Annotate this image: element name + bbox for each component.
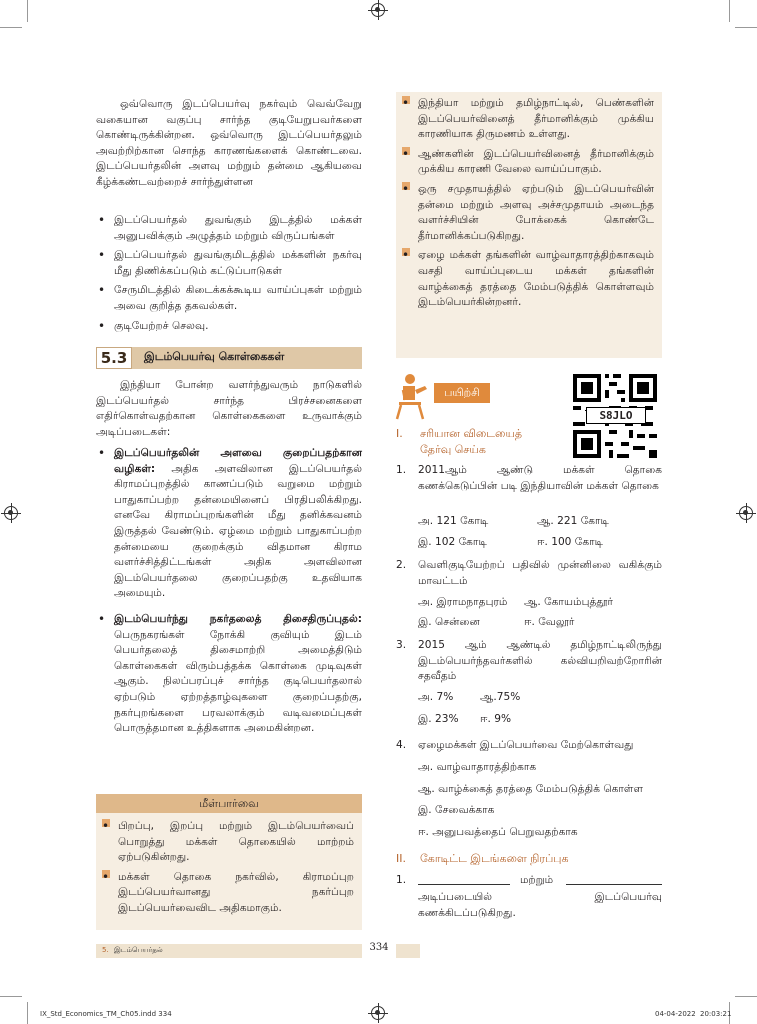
review-box-left <box>96 794 362 930</box>
review-list <box>396 92 662 311</box>
policy-list <box>96 446 362 741</box>
exercise-label: பயிற்சி <box>434 383 490 403</box>
option[interactable]: ஆ. கோயம்புத்தூர் <box>524 596 614 608</box>
option[interactable]: இ. சென்னை <box>418 616 480 628</box>
question-number: 3. <box>396 639 407 651</box>
crop-mark <box>729 0 730 22</box>
policy-intro: இந்தியா போன்ற வளர்ந்துவரும் நாடுகளில் இடப்பெயர்தல் சார்ந்த பிரச்சனைகளை எதிர்கொள்வதற்கான கொள்கைகளை உருவாக்கும் அடிப்படைகள்: <box>96 379 362 438</box>
list-item: • இந்தியா மற்றும் தமிழ்நாட்டில், பெண்களின் இடப்பெயர்வினைத் தீர்மானிக்கும் முக்கிய காரணியாக திருமணம் உள்ளது. <box>400 96 654 143</box>
part2-number: II. <box>396 852 406 865</box>
list-item: • இடப்பெயர்தல் துவங்குமிடத்தில் மக்களின் நகர்வு மீது திணிக்கப்படும் கட்டுப்பாடுகள் <box>96 248 362 279</box>
crop-mark <box>735 27 757 28</box>
option[interactable]: அ. வாழ்வாதாரத்திற்காக <box>418 761 537 773</box>
crop-mark <box>735 996 757 997</box>
part1-title-line1: சரியான விடையைத் <box>420 427 523 440</box>
file-name: IX_Std_Economics_TM_Ch05.indd 334 <box>40 1010 172 1018</box>
option[interactable]: ஈ. அனுபவத்தைப் பெறுவதற்காக <box>418 826 578 838</box>
part2-title: கோடிட்ட இடங்களை நிரப்புக <box>420 852 569 865</box>
list-item: • பிறப்பு, இறப்பு மற்றும் இடம்பெயர்வைப் பொறுத்து மக்கள் தொகையில் மாற்றம் ஏற்படுகின்றது. <box>100 819 354 866</box>
question-text: ஏழைமக்கள் இடப்பெயர்வை மேற்கொள்வது <box>418 739 634 751</box>
policy-heading: இடப்பெயர்தலின் அளவை குறைப்பதற்கான வழிகள்: <box>114 447 362 475</box>
list-item: • ஒரு சமுதாயத்தில் ஏற்படும் இடப்பெயர்வின் தன்மை மற்றும் அளவு அச்சமுதாயம் அடைந்த வளர்ச்சியின் போக்கைக் கொண்டே தீர்மானிக்கப்படுகிறது. <box>400 182 654 244</box>
list-item <box>96 446 362 602</box>
print-date: 04-04-2022 <box>655 1010 696 1018</box>
question-number: 1. <box>396 464 407 476</box>
option[interactable]: ஆ.75% <box>480 691 521 703</box>
crop-mark <box>0 996 22 997</box>
fill-number: 1. <box>396 874 407 886</box>
question-text: வெளிகுடியேற்றப் பதிவில் முன்னிலை வகிக்கும் மாவட்டம் <box>418 559 662 587</box>
blank-line[interactable] <box>418 884 510 885</box>
registration-mark-icon <box>4 506 18 520</box>
crop-mark <box>27 1002 28 1024</box>
crop-mark <box>27 0 28 22</box>
section-heading <box>96 347 362 369</box>
policy-text: அதிக அளவிலான இடப்பெயர்தல் கிராமப்புறத்தில் காணப்படும் வறுமை மற்றும் பாதுகாப்பற்ற தன்மையினைப் பிரதிபலிக்கிறது. எனவே கிராமப்புறங்களின் மீது தனிக்கவனம் இருத்தல் வேண்டும். ஏழ்மை மற்றும் பாதுகாப்பற்ற தன்மையை குறைக்கும் விதமான கிராம வளர்ச்சித்திட்டங்கள் அதிக அளவிலான இடம்பெயர்தலை குறைப்பதற்கு உதவியாக அமையும். <box>114 462 362 600</box>
list-item: • மக்கள் தொகை நகர்வில், கிராமப்புற இடப்பெயர்வானது நகர்ப்புற இடப்பெயர்வைவிட அதிகமாகும். <box>100 870 354 917</box>
list-item: • இடப்பெயர்தல் துவங்கும் இடத்தில் மக்கள் அனுபவிக்கும் அழுத்தம் மற்றும் விருப்பங்கள் <box>96 213 362 244</box>
option[interactable]: அ. 121 கோடி <box>418 515 489 527</box>
student-reading-icon <box>393 372 433 420</box>
policy-heading: இடம்பெயர்ந்து நகர்தலைத் திசைதிருப்புதல்: <box>114 612 362 625</box>
option[interactable]: இ. சேவைக்காக <box>418 804 495 816</box>
option[interactable]: இ. 23% <box>418 713 459 725</box>
review-title: மீள்பார்வை <box>96 794 362 813</box>
question-number: 2. <box>396 559 407 571</box>
review-list <box>96 813 362 917</box>
list-item: • குடியேற்றச் செலவு. <box>96 319 362 335</box>
part1-title-line2: தேர்வு செய்க <box>420 443 486 456</box>
factor-list <box>96 213 362 338</box>
option[interactable]: ஈ. 100 கோடி <box>537 536 604 548</box>
part1-number: I. <box>396 427 403 440</box>
qr-code[interactable] <box>573 374 657 458</box>
footer-chapter-name: இடம்பெயர்தல் <box>114 946 163 954</box>
option[interactable]: ஈ. வேலூர் <box>524 616 575 628</box>
intro-paragraph: ஒவ்வொரு இடப்பெயர்வு நகர்வும் வெவ்வேறு வகையான வகுப்பு சார்ந்த குடியேறுபவர்களை கொண்டிருக்கின்றன. ஒவ்வொரு இடப்பெயர்தலும் அவற்றிற்கான சொந்த காரணங்களைக் கொண்டவை. இடப்பெயர்தலின் அளவு மற்றும் தன்மை ஆகியவை கீழ்க்கண்டவற்றைச் சார்ந்துள்ளன <box>96 98 362 188</box>
registration-mark-icon <box>371 3 385 17</box>
section-title: இடம்பெயர்வு கொள்கைகள் <box>144 350 285 363</box>
option[interactable]: இ. 102 கோடி <box>418 536 487 548</box>
list-item: • சேருமிடத்தில் கிடைக்கக்கூடிய வாய்ப்புகள் மற்றும் அவை குறித்த தகவல்கள். <box>96 283 362 314</box>
list-item: • ஏழை மக்கள் தங்களின் வாழ்வாதாரத்திற்காகவும் வசதி வாய்ப்புடைய மக்கள் தங்களின் வாழ்க்கைத் தரத்தை மேம்படுத்திக் கொள்ளவும் இடம்பெயர்கின்றனர். <box>400 248 654 310</box>
option[interactable]: ஆ. வாழ்க்கைத் தரத்தை மேம்படுத்திக் கொள்ள <box>418 783 644 795</box>
print-time: 20:03:21 <box>700 1010 732 1018</box>
page-number: 334 <box>369 942 389 953</box>
list-item: • ஆண்களின் இடப்பெயர்வினைத் தீர்மானிக்கும் முக்கிய காரணி வேலை வாய்ப்பாகும். <box>400 147 654 178</box>
section-number: 5.3 <box>96 347 132 369</box>
question-text: 2011ஆம் ஆண்டு மக்கள் தொகை கணக்கெடுப்பின் படி இந்தியாவின் மக்கள் தொகை <box>418 464 662 492</box>
option[interactable]: ஆ. 221 கோடி <box>537 515 609 527</box>
registration-mark-icon <box>739 506 753 520</box>
registration-mark-icon <box>371 1006 385 1020</box>
option[interactable]: அ. 7% <box>418 691 454 703</box>
footer-chapter-num: 5. <box>102 946 109 954</box>
option[interactable]: அ. இராமநாதபுரம் <box>418 596 508 608</box>
footer-band-right <box>396 944 420 958</box>
list-item <box>96 612 362 737</box>
option[interactable]: ஈ. 9% <box>480 713 512 725</box>
fill-text: அடிப்படையில் இடப்பெயர்வு கணக்கிடப்படுகிறது. <box>418 891 662 919</box>
review-box-right <box>396 92 662 358</box>
question-text: 2015 ஆம் ஆண்டில் தமிழ்நாட்டிலிருந்து இடம்பெயர்ந்தவர்களில் கல்வியறிவற்றோரின் சதவீதம் <box>418 639 662 683</box>
question-number: 4. <box>396 739 407 751</box>
policy-text: பெருநகரங்கள் நோக்கி குவியும் இடம் பெயர்தலைத் திசைமாற்றி அமைத்திடும் கொள்கைகள் விரும்பத்தக்க கொள்கை முடிவுகள் ஆகும். நிலப்பரப்புச் சார்ந்த குடிபெயர்தலால் ஏற்படும் ஏற்றத்தாழ்வுகளை குறைப்பதற்கு, நகர்புறங்களை பரவலாக்கும் வடிவமைப்புகள் பொருத்தமான உத்திகளாக அமைகின்றன. <box>114 628 362 735</box>
blank-line[interactable] <box>566 884 662 885</box>
fill-connector: மற்றும் <box>520 874 554 886</box>
footer-band <box>96 944 362 958</box>
crop-mark <box>0 27 22 28</box>
qr-code-text: S8JLO <box>586 407 646 424</box>
